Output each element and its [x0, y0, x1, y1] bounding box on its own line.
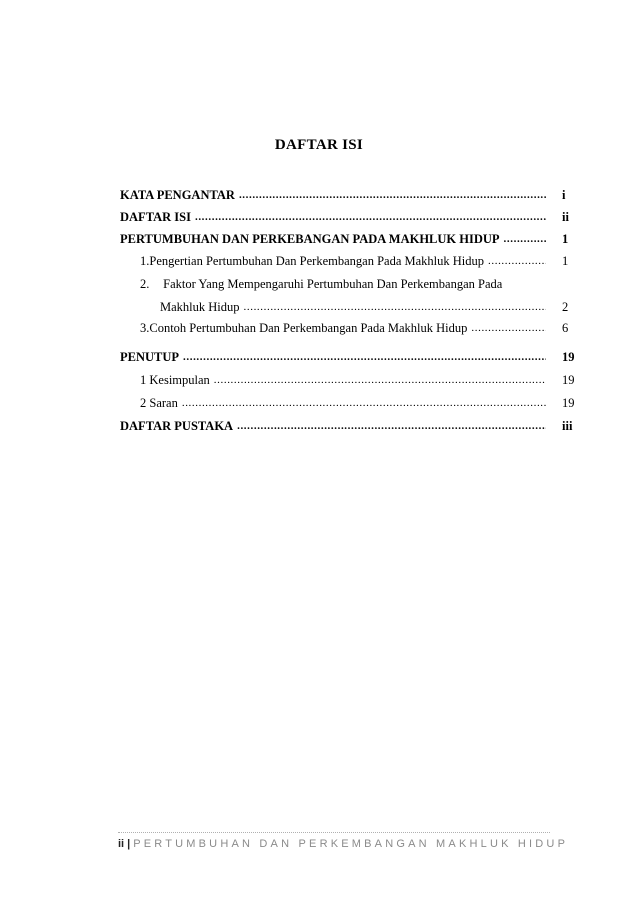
- toc-leader-dots: [244, 299, 546, 315]
- toc-entry-daftar-isi[interactable]: [120, 209, 546, 225]
- footer-separator: |: [127, 838, 131, 850]
- toc-leader-dots: [195, 209, 546, 225]
- toc-entry-pengertian[interactable]: [140, 253, 546, 269]
- toc-leader-dots: [183, 349, 546, 365]
- toc-entry-faktor-continuation[interactable]: [160, 299, 546, 315]
- toc-label: Contoh Pertumbuhan Dan Perkembangan Pada Makhluk Hidup: [149, 321, 468, 335]
- toc-label: 1 Kesimpulan: [140, 373, 210, 387]
- toc-page-number: i: [562, 188, 566, 202]
- toc-label: PENUTUP: [120, 350, 180, 364]
- toc-entry-daftar-pustaka[interactable]: [120, 418, 546, 434]
- toc-label: Pengertian Pertumbuhan Dan Perkembangan Pada Makhluk Hidup: [149, 254, 485, 268]
- toc-entry-faktor[interactable]: [140, 276, 502, 292]
- toc-entry-kata-pengantar[interactable]: [120, 187, 546, 203]
- toc-page-number: ii: [562, 210, 569, 224]
- toc-label: DAFTAR PUSTAKA: [120, 419, 234, 433]
- toc-page-number: 1: [562, 254, 569, 268]
- toc-entry-saran[interactable]: [140, 395, 546, 411]
- toc-label: 2 Saran: [140, 396, 178, 410]
- toc-label: PERTUMBUHAN DAN PERKEBANGAN PADA MAKHLUK HIDUP: [120, 232, 500, 246]
- footer-page-number: ii: [118, 838, 125, 850]
- toc-leader-dots: [239, 187, 546, 203]
- page-footer: [118, 838, 568, 850]
- toc-leader-dots: [488, 253, 546, 269]
- toc-page-number: 19: [562, 350, 575, 364]
- footer-running-title: PERTUMBUHAN DAN PERKEMBANGAN MAKHLUK HIDUP: [133, 838, 569, 850]
- toc-page-number: 6: [562, 321, 569, 335]
- toc-leader-dots: [182, 395, 546, 411]
- toc-item-number: 2.: [140, 277, 150, 291]
- toc-leader-dots: [214, 372, 546, 388]
- toc-page-number: iii: [562, 419, 573, 433]
- toc-label: Makhluk Hidup: [160, 300, 240, 314]
- toc-entry-penutup[interactable]: [120, 349, 546, 365]
- footer-divider: [118, 832, 550, 833]
- toc-leader-dots: [504, 231, 546, 247]
- toc-entry-pertumbuhan[interactable]: [120, 231, 546, 247]
- toc-page-number: 2: [562, 300, 569, 314]
- toc-leader-dots: [471, 320, 546, 336]
- toc-page-number: 1: [562, 232, 569, 246]
- toc-item-number: 3.: [140, 321, 150, 335]
- toc-entry-contoh[interactable]: [140, 320, 546, 336]
- toc-leader-dots: [237, 418, 546, 434]
- toc-page-number: 19: [562, 396, 575, 410]
- page-title: DAFTAR ISI: [274, 137, 364, 153]
- toc-item-number: 1.: [140, 254, 150, 268]
- toc-label: Faktor Yang Mempengaruhi Pertumbuhan Dan Perkembangan Pada: [163, 277, 503, 291]
- toc-entry-kesimpulan[interactable]: [140, 372, 546, 388]
- toc-label: DAFTAR ISI: [120, 210, 191, 224]
- toc-page-number: 19: [562, 373, 575, 387]
- toc-label: KATA PENGANTAR: [120, 188, 235, 202]
